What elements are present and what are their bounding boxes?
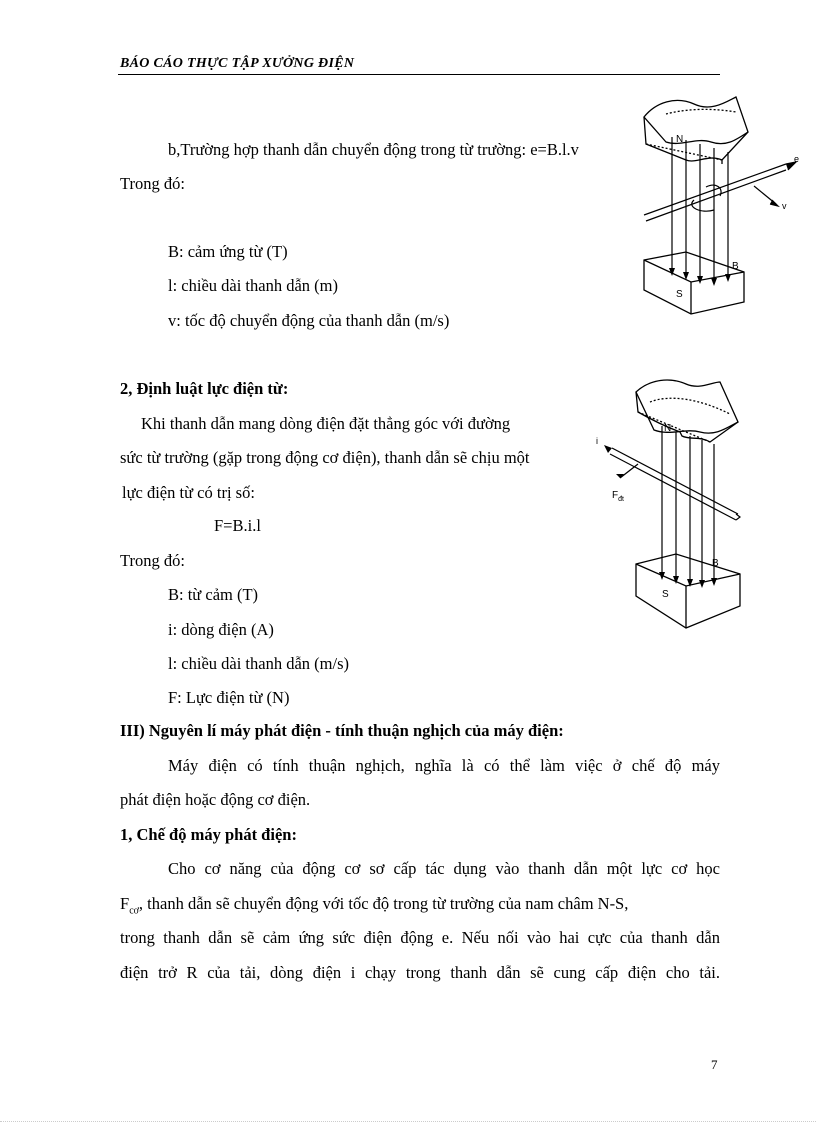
section-b-item: l: chiều dài thanh dẫn (m) [168,276,338,295]
section-2-item: F: Lực điện từ (N) [168,688,290,707]
section-b-item: B: cảm ứng từ (T) [168,242,288,261]
page-header-title: BÁO CÁO THỰC TẬP XƯỞNG ĐIỆN [120,56,355,71]
fig1-label-v: v [782,201,787,211]
section-b-heading: b,Trường hợp thanh dẫn chuyển động trong từ trường: e=B.l.v [168,140,579,159]
f-subscript: cơ [129,905,139,917]
section-3-para-line: phát điện hoặc động cơ điện. [120,790,311,809]
section-3-1-heading: 1, Chế độ máy phát điện: [120,825,297,844]
section-2-formula: F=B.i.l [214,516,261,535]
fig2-label-b: B [712,558,719,569]
fig2-label-f-main: F [612,490,619,501]
fig2-label-i: i [596,436,598,446]
section-b-where: Trong đó: [120,174,185,193]
section-3-1-line: Cho cơ năng của động cơ sơ cấp tác dụng vào thanh dẫn một lực cơ học [168,859,720,878]
fig1-label-s: S [676,289,683,300]
figure-moving-conductor [636,92,806,322]
section-2-para-line: sức từ trường (gặp trong động cơ điện), thanh dẫn sẽ chịu một [120,448,530,467]
section-2-heading: 2, Định luật lực điện từ: [120,379,289,398]
section-2-where: Trong đó: [120,551,185,570]
section-2-para-line: lực điện từ có trị số: [122,483,255,502]
section-2-para-line: Khi thanh dẫn mang dòng điện đặt thẳng góc với đường [141,414,511,433]
fig2-label-f-sub: đt [618,496,624,503]
section-3-1-line: trong thanh dẫn sẽ cảm ứng sức điện động e. Nếu nối vào hai cực của thanh dẫn [120,928,720,947]
fig1-label-e: e [794,154,800,164]
f-symbol: F [120,894,130,913]
section-2-item: l: chiều dài thanh dẫn (m/s) [168,654,349,673]
section-2-item: i: dòng điện (A) [168,620,274,639]
fig1-label-n: N [676,134,684,145]
section-b-item: v: tốc độ chuyển động của thanh dẫn (m/s) [168,311,450,330]
fig1-label-b: B [732,261,739,272]
fig2-label-f [612,490,624,503]
section-3-1-line: điện trở R của tải, dòng điện i chạy trong thanh dẫn sẽ cung cấp điện cho tải. [120,963,720,982]
section-3-1-line [120,894,720,921]
fig2-label-n: N [664,423,672,434]
header-rule [118,74,720,75]
page-bottom-border [0,1121,816,1122]
figure-force-on-conductor [590,374,760,634]
section-2-item: B: từ cảm (T) [168,585,259,604]
page-number: 7 [711,1057,718,1072]
fig2-label-s: S [662,589,669,600]
section-3-para-line: Máy điện có tính thuận nghịch, nghĩa là có thể làm việc ở chế độ máy [168,756,720,775]
section-3-heading: III) Nguyên lí máy phát điện - tính thuận nghịch của máy điện: [120,721,564,740]
line2-rest: , thanh dẫn sẽ chuyển động với tốc độ trong từ trường của nam châm N-S, [138,894,629,913]
